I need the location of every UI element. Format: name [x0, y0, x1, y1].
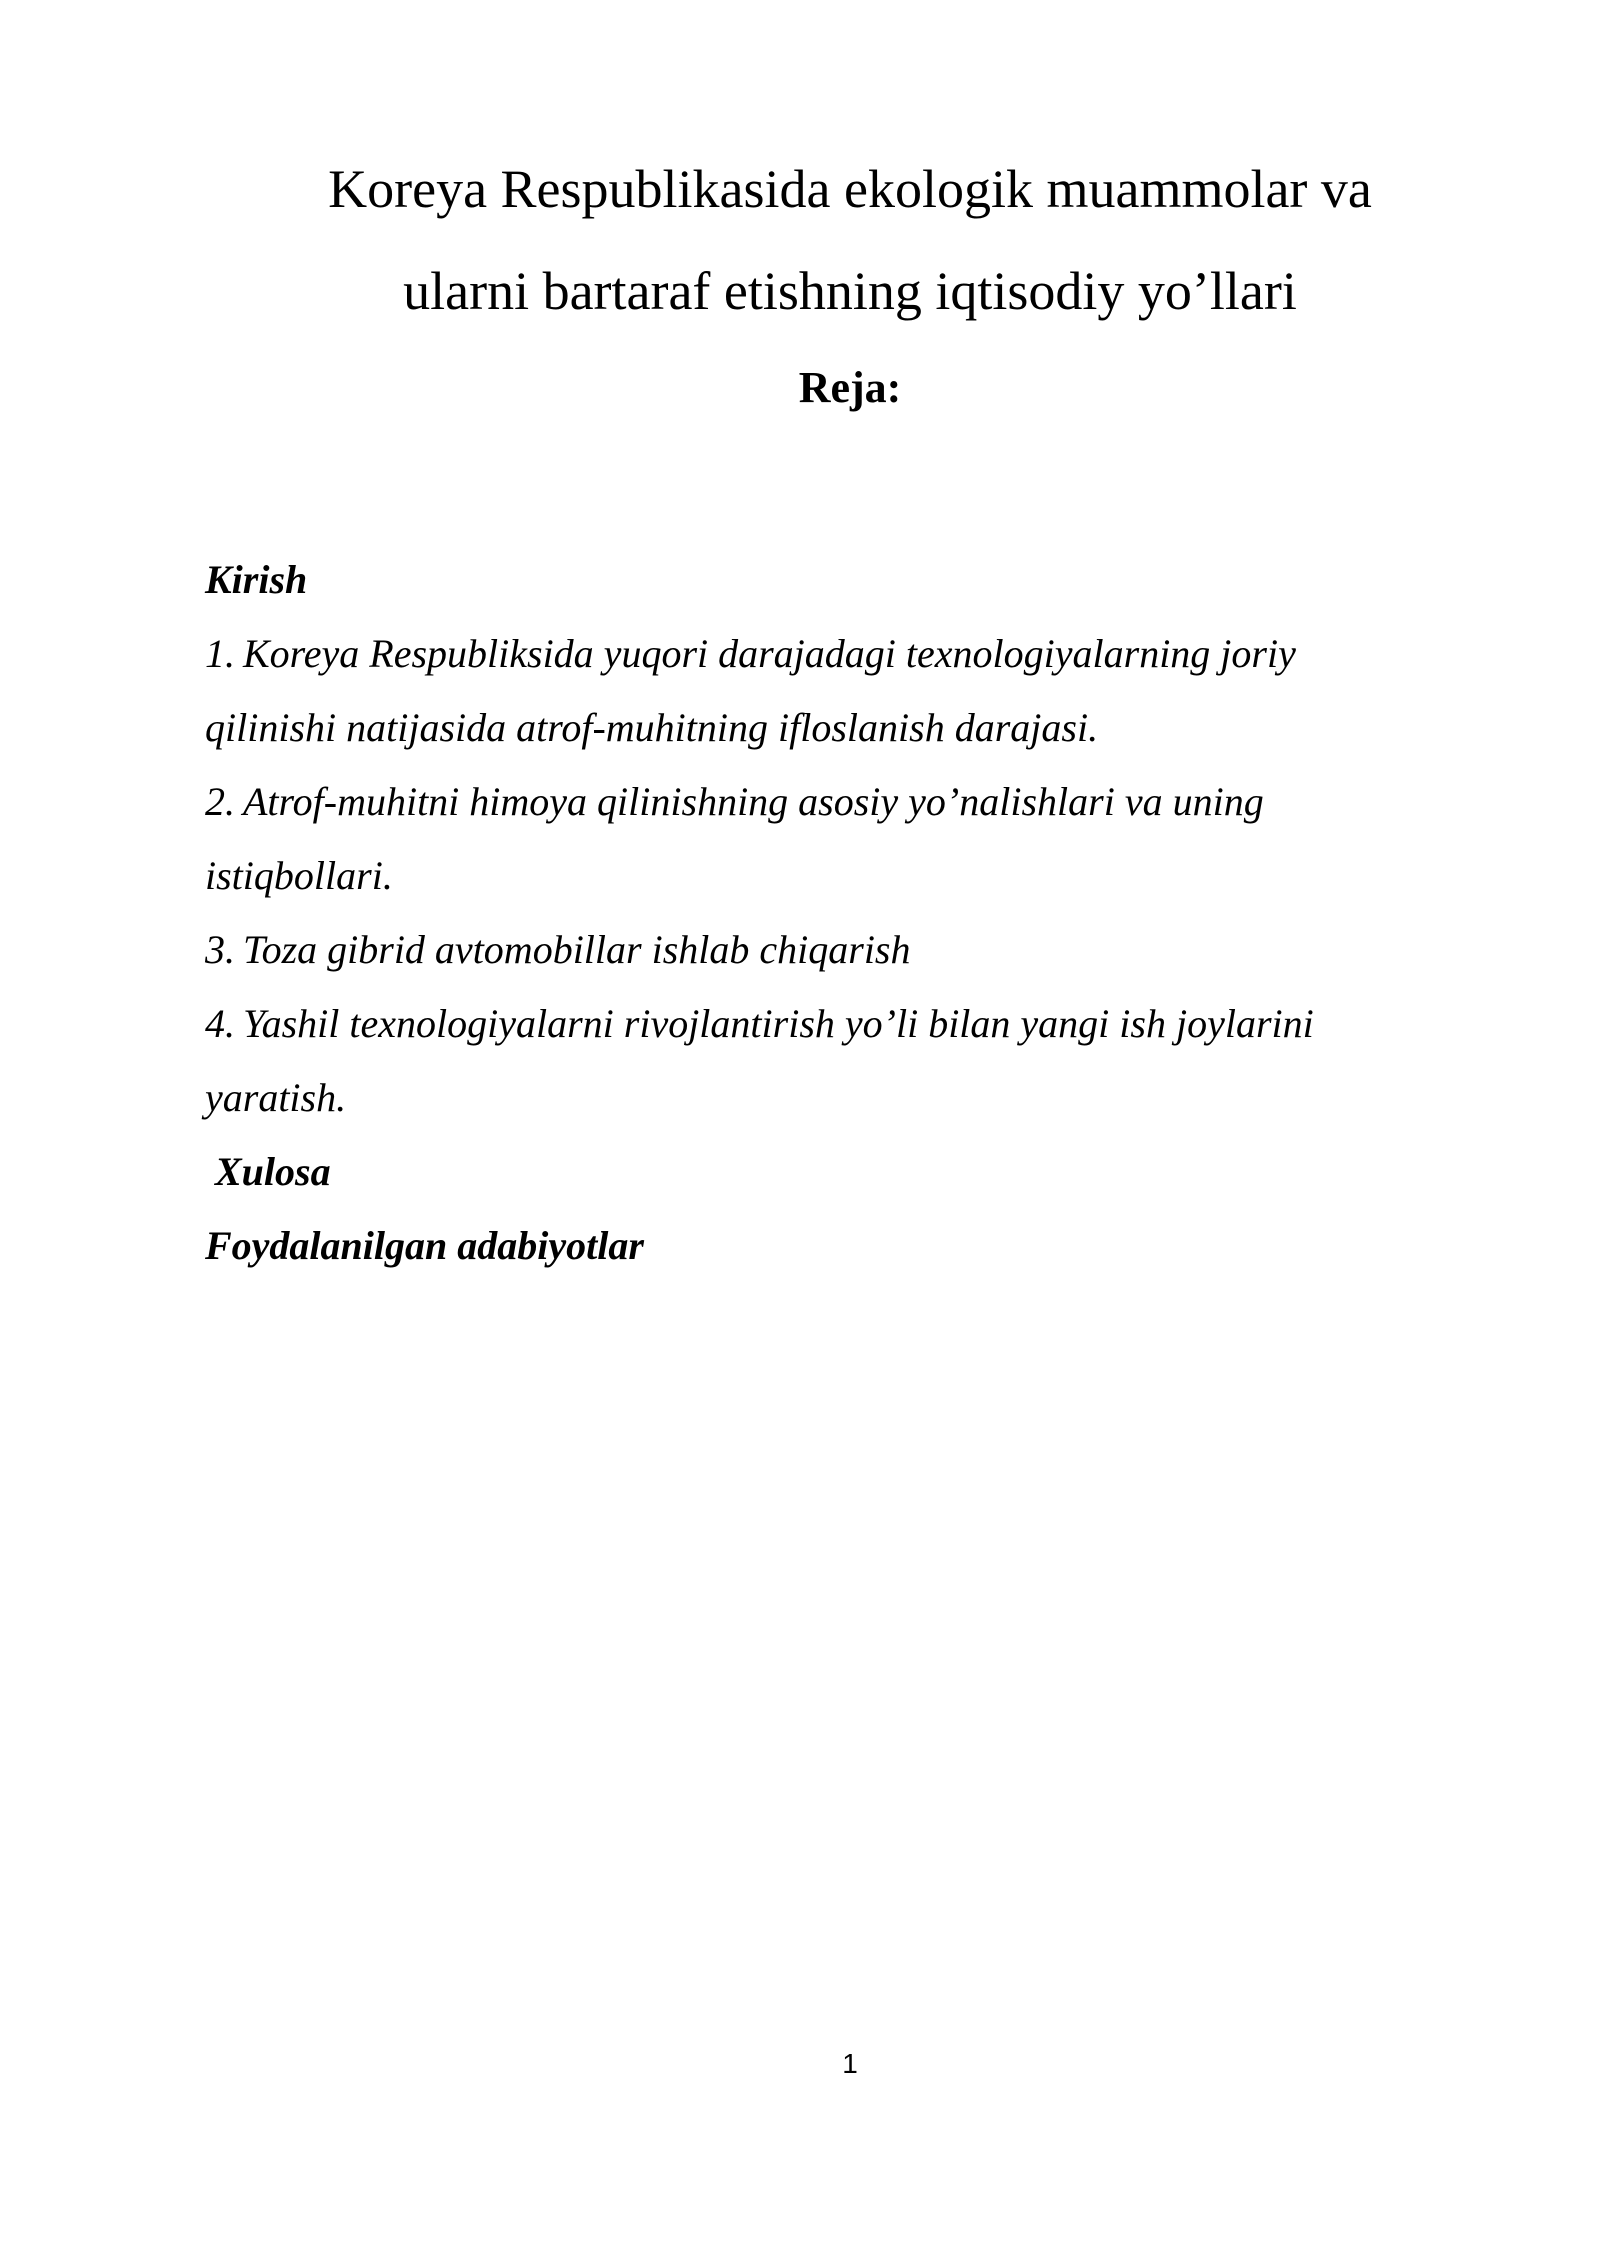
toc-item-1-line-1: [205, 617, 1445, 691]
toc-references: Foydalanilgan adabiyotlar: [205, 1223, 644, 1268]
toc-item-3-number: 3.: [205, 927, 235, 972]
toc-conclusion: Xulosa: [215, 1149, 331, 1194]
document-title-line-1: Koreya Respublikasida ekologik muammolar va: [328, 159, 1372, 219]
toc-intro: Kirish: [205, 557, 308, 602]
toc-item-1-line-2: qilinishi natijasida atrof-muhitning ifloslanish darajasi.: [205, 705, 1099, 750]
table-of-contents: [205, 543, 1445, 1283]
toc-item-4-line-2: yaratish.: [205, 1075, 347, 1120]
toc-item-3-line-1: [205, 913, 1445, 987]
document-title-line-2: ularni bartaraf etishning iqtisodiy yo’llari: [403, 261, 1297, 321]
toc-item-2-line-1: [205, 765, 1445, 839]
plan-heading: Reja:: [798, 363, 902, 412]
toc-item-1-text: Koreya Respubliksida yuqori darajadagi texnologiyalarning joriy: [243, 631, 1296, 676]
toc-item-4-line-1: [205, 987, 1445, 1061]
toc-item-2-text: Atrof-muhitni himoya qilinishning asosiy yo’nalishlari va uning: [243, 779, 1264, 824]
toc-item-4-text: Yashil texnologiyalarni rivojlantirish yo’li bilan yangi ish joylarini: [243, 1001, 1314, 1046]
toc-item-4-number: 4.: [205, 1001, 235, 1046]
page-number: 1: [842, 2048, 858, 2079]
toc-item-3-text: Toza gibrid avtomobillar ishlab chiqarish: [243, 927, 911, 972]
toc-item-2-line-2: istiqbollari.: [205, 853, 393, 898]
toc-item-2-number: 2.: [205, 779, 235, 824]
toc-item-1-number: 1.: [205, 631, 235, 676]
